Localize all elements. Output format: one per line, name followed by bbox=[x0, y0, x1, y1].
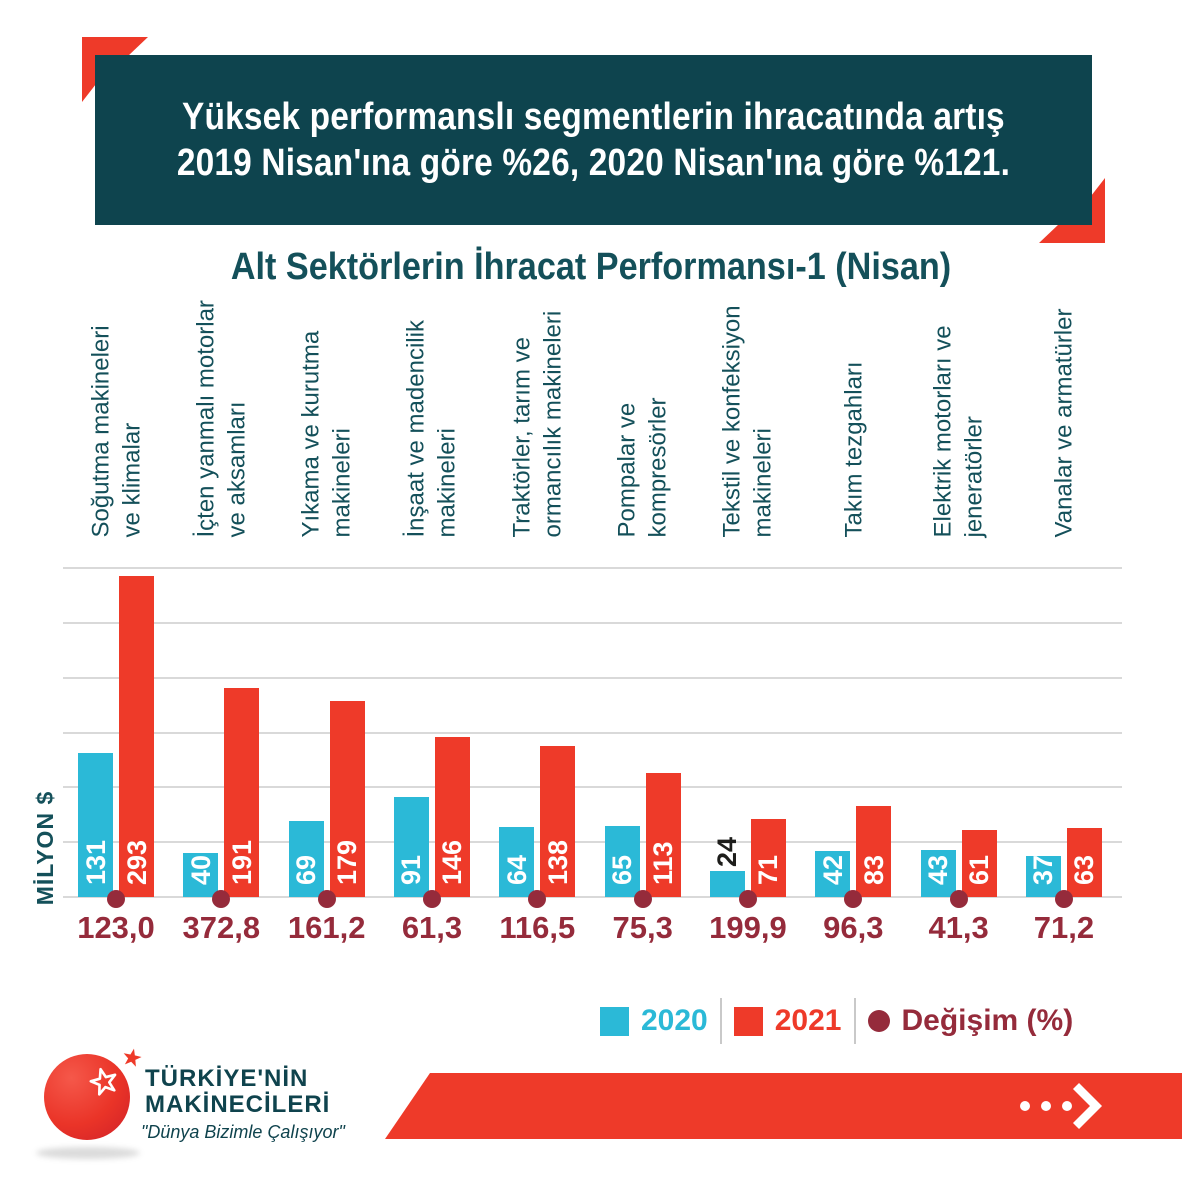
bar-value-2021: 138 bbox=[542, 839, 573, 885]
bar-value-2021: 61 bbox=[964, 854, 995, 885]
legend-marker-change-icon bbox=[868, 1010, 890, 1032]
pagination-dots bbox=[1020, 1101, 1072, 1111]
brand-tagline: "Dünya Bizimle Çalışıyor" bbox=[141, 1122, 345, 1142]
legend-label-2020: 2020 bbox=[641, 1004, 708, 1037]
brand-logo-shadow bbox=[36, 1147, 140, 1159]
change-value-label: 116,5 bbox=[499, 910, 576, 945]
change-marker-dot bbox=[107, 890, 125, 908]
headline-line-2: 2019 Nisan'ına göre %26, 2020 Nisan'ına göre %121. bbox=[176, 142, 1011, 184]
bar-value-2020: 64 bbox=[501, 854, 532, 885]
bar-value-2020: 43 bbox=[923, 854, 954, 885]
bar-value-2020: 37 bbox=[1028, 854, 1059, 885]
star-outline-icon bbox=[88, 1066, 118, 1096]
footer-banner bbox=[385, 1073, 1182, 1139]
legend-divider bbox=[854, 998, 856, 1044]
bar-value-2021: 146 bbox=[437, 839, 468, 885]
change-marker-dot bbox=[634, 890, 652, 908]
change-value-label: 123,0 bbox=[77, 910, 155, 945]
category-label: Takım tezgahları bbox=[839, 361, 867, 538]
bar-value-2021: 293 bbox=[121, 839, 152, 885]
chart-legend bbox=[600, 997, 1073, 1045]
change-marker-dot bbox=[1055, 890, 1073, 908]
gridline-150 bbox=[63, 732, 1122, 734]
change-value-label: 199,9 bbox=[709, 910, 787, 945]
change-marker-dot bbox=[212, 890, 230, 908]
category-label: Elektrik motorları ve jeneratörler bbox=[929, 325, 988, 538]
bar-value-2021: 191 bbox=[226, 839, 257, 885]
bar-value-2021: 71 bbox=[753, 854, 784, 885]
y-axis-label: MİLYON $ bbox=[32, 790, 58, 906]
change-value-label: 161,2 bbox=[287, 910, 366, 945]
category-label: İçten yanmalı motorlar ve aksamları bbox=[192, 300, 251, 538]
change-marker-dot bbox=[950, 890, 968, 908]
gridline-100 bbox=[63, 786, 1122, 788]
bar-value-2020: 24 bbox=[712, 836, 743, 867]
brand-name bbox=[145, 1066, 330, 1118]
bar-value-2020: 131 bbox=[80, 839, 111, 885]
legend-label-2021: 2021 bbox=[774, 1004, 842, 1037]
category-label: Pompalar ve kompresörler bbox=[613, 397, 672, 538]
category-label: Tekstil ve konfeksiyon makineleri bbox=[718, 305, 777, 538]
category-label: Yıkama ve kurutma makineleri bbox=[297, 330, 356, 538]
legend-label-change: Değişim (%) bbox=[901, 1004, 1074, 1037]
change-value-label: 96,3 bbox=[823, 910, 884, 945]
change-marker-dot bbox=[318, 890, 336, 908]
brand-line-2: MAKİNECİLERİ bbox=[145, 1091, 331, 1118]
bar-value-2021: 179 bbox=[332, 839, 363, 885]
change-value-label: 372,8 bbox=[182, 910, 261, 945]
change-value-label: 61,3 bbox=[401, 910, 463, 945]
category-label: Vanalar ve armatürler bbox=[1050, 308, 1078, 538]
bar-value-2020: 40 bbox=[185, 854, 216, 885]
bar-value-2020: 91 bbox=[396, 854, 427, 885]
legend-swatch-2021 bbox=[734, 1007, 763, 1036]
change-marker-dot bbox=[844, 890, 862, 908]
chart-title: Alt Sektörlerin İhracat Performansı-1 (Nisan) bbox=[230, 246, 952, 288]
bar-value-2021: 113 bbox=[648, 841, 679, 885]
bar-value-2021: 83 bbox=[858, 854, 889, 885]
category-label: İnşaat ve madencilik makineleri bbox=[402, 320, 461, 538]
headline-line-1: Yüksek performanslı segmentlerin ihracatında artış bbox=[182, 95, 1005, 138]
legend-swatch-2020 bbox=[600, 1007, 629, 1036]
bar-value-2021: 63 bbox=[1069, 854, 1100, 885]
bar-value-2020: 65 bbox=[607, 854, 638, 885]
star-solid-icon bbox=[121, 1047, 142, 1068]
gridline-250 bbox=[63, 622, 1122, 624]
gridline-300 bbox=[63, 567, 1122, 569]
change-value-label: 41,3 bbox=[928, 910, 989, 945]
category-label: Traktörler, tarım ve ormancılık makineleri bbox=[508, 310, 567, 538]
change-value-label: 71,2 bbox=[1033, 910, 1095, 945]
change-marker-dot bbox=[528, 890, 546, 908]
brand-line-1: TÜRKİYE'NİN bbox=[145, 1065, 309, 1092]
change-marker-dot bbox=[423, 890, 441, 908]
gridline-200 bbox=[63, 677, 1122, 679]
change-value-label: 75,3 bbox=[612, 910, 673, 945]
category-label: Soğutma makineleri ve klimalar bbox=[87, 325, 145, 538]
bar-value-2020: 69 bbox=[291, 854, 322, 885]
change-marker-dot bbox=[739, 890, 757, 908]
legend-divider bbox=[720, 998, 722, 1044]
bar-value-2020: 42 bbox=[817, 854, 848, 885]
